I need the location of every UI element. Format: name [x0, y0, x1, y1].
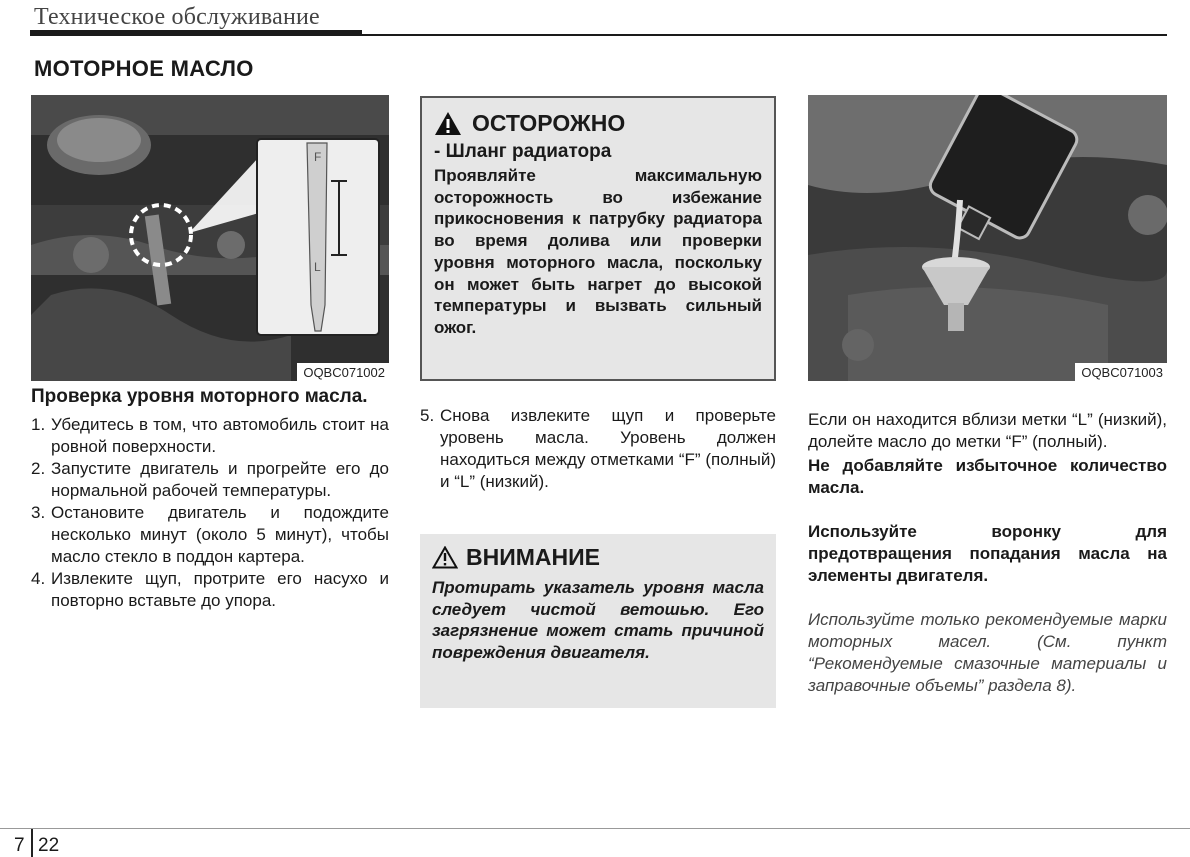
oil-filling-photo [808, 95, 1167, 381]
footer-separator [31, 829, 33, 857]
middle-column [420, 405, 776, 493]
dipstick-mark-l: L [314, 260, 321, 274]
no-overfill-note: Не добавляйте избыточное количество масла. [808, 456, 1167, 497]
notice-text: Протирать указатель уровня масла следует чистой ветошью. Его загрязнение может стать причиной повреждения двигателя. [432, 578, 764, 663]
notice-box [420, 534, 776, 708]
warning-title: ОСТОРОЖНО [434, 110, 762, 137]
refill-instruction: Если он находится вблизи метки “L” (низкий), долейте масло до метки “F” (полный). [808, 410, 1167, 451]
steps-list-continued [420, 405, 776, 493]
engine-dipstick-photo [31, 95, 389, 381]
figure-code: OQBC071002 [297, 363, 389, 381]
page-number: 22 [38, 835, 60, 856]
warning-box [420, 96, 776, 381]
header-rule-thin [362, 34, 1167, 36]
funnel-note: Используйте воронку для предотвращения попадания масла на элементы двигателя. [808, 522, 1167, 585]
recommended-oil-note: Используйте только рекомендуемые марки моторных масел. (См. пункт “Рекомендуемые смазочные материалы и заправочные объемы” раздела 8). [808, 610, 1167, 695]
header-rule-thick [30, 30, 362, 36]
warning-text: Проявляйте максимальную осторожность во избежание прикосновения к патрубку радиатора во время долива или проверки уровня моторного масла, поскольку он может быть нагрет до высокой температуры и вызвать сильный ожог. [434, 166, 762, 337]
caution-triangle-icon [432, 546, 458, 569]
steps-list [31, 414, 389, 612]
running-title: Техническое обслуживание [34, 4, 320, 30]
engine-dipstick-illustration [31, 95, 389, 381]
list-item: 5. Снова извлеките щуп и проверьте уровень масла. Уровень должен находиться между отметками “F” (полный) и “L” (низкий). [420, 406, 776, 491]
list-item: 1. Убедитесь в том, что автомобиль стоит на ровной поверхности. [31, 415, 389, 456]
check-oil-heading: Проверка уровня моторного масла. [31, 386, 368, 407]
oil-pouring-illustration [808, 95, 1167, 381]
chapter-number: 7 [14, 835, 25, 856]
right-column [808, 409, 1167, 697]
left-column [31, 385, 389, 612]
warning-subtitle: - Шланг радиатора [434, 141, 612, 162]
dipstick-mark-f: F [314, 150, 322, 164]
list-item: 3. Остановите двигатель и подождите несколько минут (около 5 минут), чтобы масло стекло в поддон картера. [31, 503, 389, 566]
notice-title: ВНИМАНИЕ [432, 544, 764, 571]
warning-triangle-icon [434, 111, 462, 136]
list-item: 4. Извлеките щуп, протрите его насухо и повторно вставьте до упора. [31, 569, 389, 610]
section-title: МОТОРНОЕ МАСЛО [34, 56, 254, 81]
footer-rule [0, 828, 1190, 829]
figure-code: OQBC071003 [1075, 363, 1167, 381]
list-item: 2. Запустите двигатель и прогрейте его до нормальной рабочей температуры. [31, 459, 389, 500]
